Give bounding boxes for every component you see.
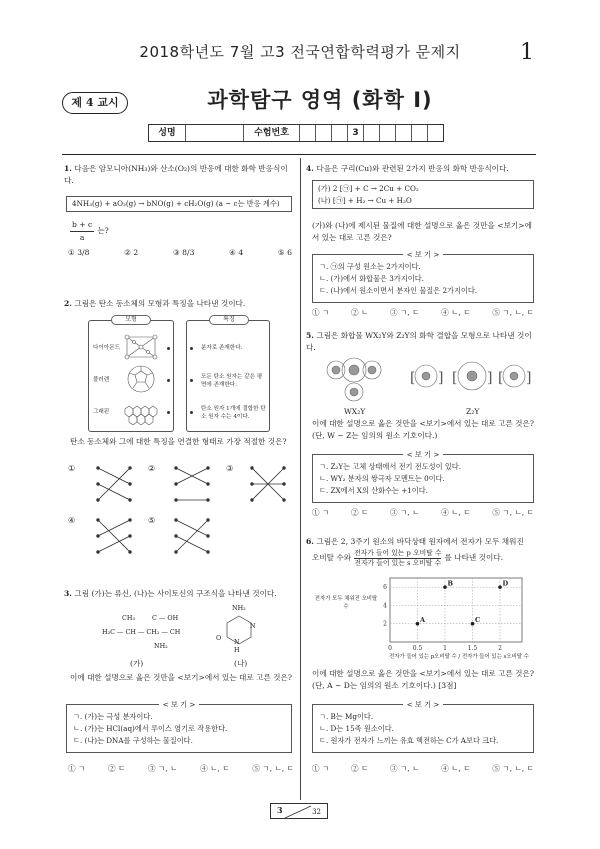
chart-point-label: C (475, 616, 481, 625)
feature-dot (190, 379, 193, 382)
q3-bogi-title: < 보 기 > (159, 700, 200, 709)
feature-dot (190, 411, 193, 414)
exam-number-box[interactable]: 3 (347, 125, 363, 141)
q2-matching-lines (68, 462, 298, 562)
choice-4[interactable]: ④ ㄴ, ㄷ (200, 764, 230, 773)
model-label-fullerene: 풀러렌 (93, 377, 110, 383)
q6-bogi-box (312, 700, 534, 753)
q5-bogi-item: ㄱ. Z₂Y는 고체 상태에서 전기 전도성이 있다. (319, 462, 461, 471)
q3-bogi-item: ㄱ. (가)는 극성 분자이다. (73, 712, 153, 721)
q3-label-ga: (가) (130, 659, 144, 668)
feature-planar: 모든 탄소 원자는 같은 평면에 존재한다. (201, 374, 263, 388)
chart-x-tick-label: 1.5 (467, 645, 478, 652)
chart-point-label: D (502, 579, 509, 588)
exam-number-box[interactable] (315, 125, 331, 141)
choice-3[interactable]: ③ (226, 464, 234, 473)
chart-point-c (471, 622, 475, 626)
svg-text:]: ] (526, 370, 532, 386)
q2-model-panel (88, 316, 174, 432)
exam-number-label: 수험번호 (243, 125, 299, 141)
q4-bogi-item: ㄱ. ㉠의 구성 원소는 2가지이다. (319, 262, 421, 271)
choice-2[interactable]: ② ㄷ (350, 508, 369, 517)
svg-text:[: [ (410, 370, 416, 386)
diamond-model (125, 335, 157, 359)
chart-points (416, 580, 509, 626)
choice-3[interactable]: ③ ㄱ, ㄴ (389, 508, 420, 517)
q1-equation-box: 4NH₃(g) + aO₂(g) → bNO(g) + cH₂O(g) (a ~ c는 반응 계수) (66, 196, 292, 212)
q5-choices (312, 508, 534, 518)
svg-text:[: [ (452, 370, 458, 386)
carbon-allotrope-models (119, 331, 169, 427)
subject-title: 과학탐구 영역 (화학 Ⅰ) (207, 88, 433, 112)
choice-4[interactable]: ④ ㄴ, ㄷ (441, 508, 471, 517)
q2-choices (68, 462, 298, 562)
choice-2[interactable]: ② 2 (124, 248, 139, 257)
chart-point-label: B (447, 579, 453, 588)
chart-x-tick-label: 0 (388, 645, 392, 652)
q5-number: 5. (306, 331, 314, 340)
exam-number-box[interactable] (411, 125, 427, 141)
question-3 (64, 588, 292, 600)
fullerene-model (128, 366, 154, 392)
q5-ask: 이에 대한 설명으로 옳은 것만을 <보기>에서 있는 대로 고른 것은? (단, W ~ Z는 임의의 원소 기호이다.) (312, 419, 534, 440)
q1-frac-num: b + c (70, 219, 94, 232)
exam-number-box[interactable] (299, 125, 315, 141)
page-number: 1 (520, 40, 534, 65)
chart-ylabel: 전자가 모두 채워진 오비탈 수 (314, 596, 378, 610)
q3-bogi-item: ㄴ. (가)는 HCl(aq)에서 루이스 염기로 작용한다. (73, 724, 228, 734)
q6-frac-den: 전자가 들어 있는 s 오비탈 수 (354, 558, 442, 567)
q6-bogi-item: ㄱ. B는 Mg이다. (319, 712, 374, 721)
q2-feature-panel (186, 316, 270, 432)
q6-scatter-chart (372, 572, 532, 652)
choice-1[interactable]: ① ㄱ (68, 764, 86, 773)
chart-point-d (498, 585, 502, 589)
q5-label-z2y: Z₂Y (466, 407, 480, 416)
q5-bond-models (314, 356, 538, 408)
name-field[interactable] (185, 125, 243, 141)
choice-2[interactable]: ② (148, 464, 156, 473)
q4-bogi-title: < 보 기 > (403, 250, 444, 259)
choice-3[interactable]: ③ ㄱ, ㄷ (389, 308, 420, 317)
q4-equation-box (312, 180, 534, 209)
graphene-model (125, 406, 157, 425)
q6-bogi-item: ㄷ. 원자가 전자가 느끼는 유효 핵전하는 C가 A보다 크다. (319, 736, 499, 746)
chart-y-tick-label: 2 (383, 620, 387, 628)
page-counter (270, 803, 328, 819)
model-dot (167, 411, 170, 414)
choice-1[interactable]: ① ㄱ (312, 308, 330, 317)
q2-feature-title: 특징 (209, 315, 249, 325)
q5-bogi-item: ㄷ. ZX에서 X의 산화수는 +1이다. (319, 486, 428, 496)
q6-number: 6. (306, 537, 314, 546)
chart-x-tick-label: 1 (443, 645, 447, 652)
choice-2[interactable]: ② ㄷ (350, 764, 369, 773)
choice-4[interactable]: ④ ㄴ, ㄷ (441, 764, 471, 773)
q4-bogi-box (312, 250, 534, 303)
choice-3[interactable]: ③ 8/3 (172, 248, 195, 257)
chart-point-label: A (420, 616, 426, 625)
choice-1[interactable]: ① 3/8 (68, 248, 90, 257)
chart-point-b (443, 585, 447, 589)
q6-frac-num: 전자가 들어 있는 p 오비탈 수 (354, 549, 442, 557)
name-label: 성명 (158, 128, 176, 138)
chart-y-tick-label: 6 (383, 584, 387, 592)
choice-5[interactable]: ⑤ ㄱ, ㄴ, ㄷ (252, 764, 294, 773)
q6-text: 그림은 2, 3주기 원소의 바닥상태 원자에서 전자가 모두 채워진 (316, 537, 524, 546)
choice-5[interactable]: ⑤ ㄱ, ㄴ, ㄷ (492, 764, 534, 773)
choice-3[interactable]: ③ ㄱ, ㄴ (147, 764, 178, 773)
chart-x-tick-label: 2 (498, 645, 502, 652)
choice-2[interactable]: ② ㄴ (350, 308, 369, 317)
choice-1[interactable]: ① ㄱ (312, 764, 330, 773)
model-dot (167, 347, 170, 350)
exam-number-box[interactable] (379, 125, 395, 141)
question-4 (306, 163, 536, 175)
choice-4[interactable]: ④ ㄴ, ㄷ (441, 308, 471, 317)
q2-ask: 탄소 동소체와 그에 대한 특징을 연결한 형태로 가장 적절한 것은? (70, 437, 287, 446)
wx2y-model (327, 358, 381, 401)
q2-text: 그림은 탄소 동소체의 모형과 특징을 나타낸 것이다. (74, 299, 246, 308)
q1-choices (68, 248, 292, 258)
leucine-structure: CH₃ C — OH H₃C — CH — CH₂ — CH NH₂ (102, 614, 181, 650)
q4-bogi-item: ㄷ. (나)에서 원소이면서 분자인 물질은 2가지이다. (319, 286, 478, 296)
exam-number-box[interactable] (395, 125, 411, 141)
footer-total: 32 (312, 808, 321, 816)
model-label-graphene: 그래핀 (93, 409, 110, 415)
q1-frac-den: a (79, 232, 85, 242)
chart-x-tick-label: 0.5 (412, 645, 423, 652)
choice-2[interactable]: ② ㄷ (107, 764, 126, 773)
choice-1[interactable]: ① (68, 464, 76, 473)
q3-label-na: (나) (234, 659, 248, 668)
q1-text: 다음은 암모니아(NH₃)와 산소(O₂)의 반응에 대한 화학 반응식이다. (64, 164, 288, 185)
choice-1[interactable]: ① ㄱ (312, 508, 330, 517)
q6-bogi-title: < 보 기 > (403, 700, 444, 709)
q5-bogi-title: < 보 기 > (403, 450, 444, 459)
feature-dot (190, 347, 193, 350)
question-2 (64, 298, 292, 310)
exam-number-box[interactable] (427, 125, 443, 141)
q4-choices (312, 308, 534, 318)
q6-choices (312, 764, 534, 774)
exam-title: 2018학년도 7월 고3 전국연합학력평가 문제지 (139, 43, 461, 61)
model-dot (167, 379, 170, 382)
q4-text: 다음은 구리(Cu)와 관련된 2가지 반응의 화학 반응식이다. (316, 164, 509, 173)
q1-ask (70, 219, 190, 244)
q4-eq-na: (나) [㉠] + H₂ → Cu + H₂O (318, 195, 412, 205)
q2-number: 2. (64, 299, 72, 308)
svg-text:]: ] (438, 370, 444, 386)
q6-text-line2 (312, 549, 538, 568)
chart-y-tick-label: 4 (383, 602, 387, 610)
chart-point-a (416, 622, 420, 626)
feature-molecule: 분자로 존재한다. (201, 345, 243, 351)
chart-xlabel: 전자가 들어 있는 p오비탈 수 / 전자가 들어 있는 s오비탈 수 (389, 654, 529, 660)
q4-number: 4. (306, 164, 314, 173)
q4-bogi-item: ㄴ. (가)에서 화합물은 3가지이다. (319, 274, 424, 284)
q4-ask: (가)와 (나)에 제시된 물질에 대한 설명으로 옳은 것만을 <보기>에서 있는 대로 고른 것은? (312, 221, 532, 242)
exam-number-box[interactable] (331, 125, 347, 141)
q3-bogi-item: ㄷ. (나)는 DNA를 구성하는 물질이다. (73, 736, 193, 746)
q6-text2-prefix: 오비탈 수와 (312, 553, 352, 563)
cytosine-structure: NH₂ N N H O (216, 604, 256, 654)
header-divider (62, 154, 536, 155)
q6-ask: 이에 대한 설명으로 옳은 것만을 <보기>에서 있는 대로 고른 것은? (단, A ~ D는 임의의 원소 기호이다.) [3점] (312, 669, 534, 690)
q2-model-title: 모형 (111, 315, 151, 325)
chart-x-ticks (388, 645, 502, 652)
q5-text: 그림은 화합물 WX₂Y와 Z₂Y의 화학 결합을 모형으로 나타낸 것이다. (306, 331, 532, 352)
chart-y-ticks (383, 584, 387, 628)
q6-text2-suffix: 를 나타낸 것이다. (444, 553, 504, 563)
question-6 (306, 536, 536, 548)
choice-5[interactable]: ⑤ ㄱ, ㄴ, ㄷ (492, 508, 534, 517)
q6-bogi-item: ㄴ. D는 15족 원소이다. (319, 724, 394, 734)
period-badge: 제 4 교시 (62, 92, 128, 114)
column-divider (300, 158, 301, 800)
q3-text: 그림 (가)는 류신, (나)는 사이토신의 구조식을 나타낸 것이다. (74, 589, 277, 598)
q5-label-wx2y: WX₂Y (344, 407, 366, 416)
exam-number-box[interactable] (363, 125, 379, 141)
question-1 (64, 163, 292, 187)
choice-4[interactable]: ④ (68, 516, 76, 525)
q3-number: 3. (64, 589, 72, 598)
choice-4[interactable]: ④ 4 (229, 248, 244, 257)
svg-text:]: ] (487, 370, 493, 386)
choice-5[interactable]: ⑤ ㄱ, ㄴ, ㄷ (492, 308, 534, 317)
name-exam-row (148, 124, 444, 142)
model-label-diamond: 다이아몬드 (93, 345, 121, 351)
q3-ask: 이에 대한 설명으로 옳은 것만을 <보기>에서 있는 대로 고른 것은? (70, 673, 292, 682)
q4-eq-ga: (가) 2 [㉠] + C → 2Cu + CO₂ (318, 184, 419, 193)
q1-ask-suffix: 는? (97, 226, 109, 236)
footer-page: 3 (277, 805, 283, 815)
svg-text:[: [ (498, 370, 504, 386)
feature-four-bonds: 탄소 원자 1개에 결합한 탄소 원자 수는 4이다. (201, 406, 266, 420)
q1-number: 1. (64, 164, 72, 173)
q3-bogi-box (66, 700, 292, 753)
question-5 (306, 330, 536, 354)
q5-bogi-box (312, 450, 534, 503)
q3-choices (68, 764, 294, 774)
q5-bogi-item: ㄴ. WY₂ 분자의 쌍극자 모멘트는 0이다. (319, 474, 445, 484)
z2y-model (410, 362, 531, 390)
choice-5[interactable]: ⑤ (148, 516, 156, 525)
choice-3[interactable]: ③ ㄱ, ㄴ (389, 764, 420, 773)
choice-5[interactable]: ⑤ 6 (277, 248, 292, 257)
